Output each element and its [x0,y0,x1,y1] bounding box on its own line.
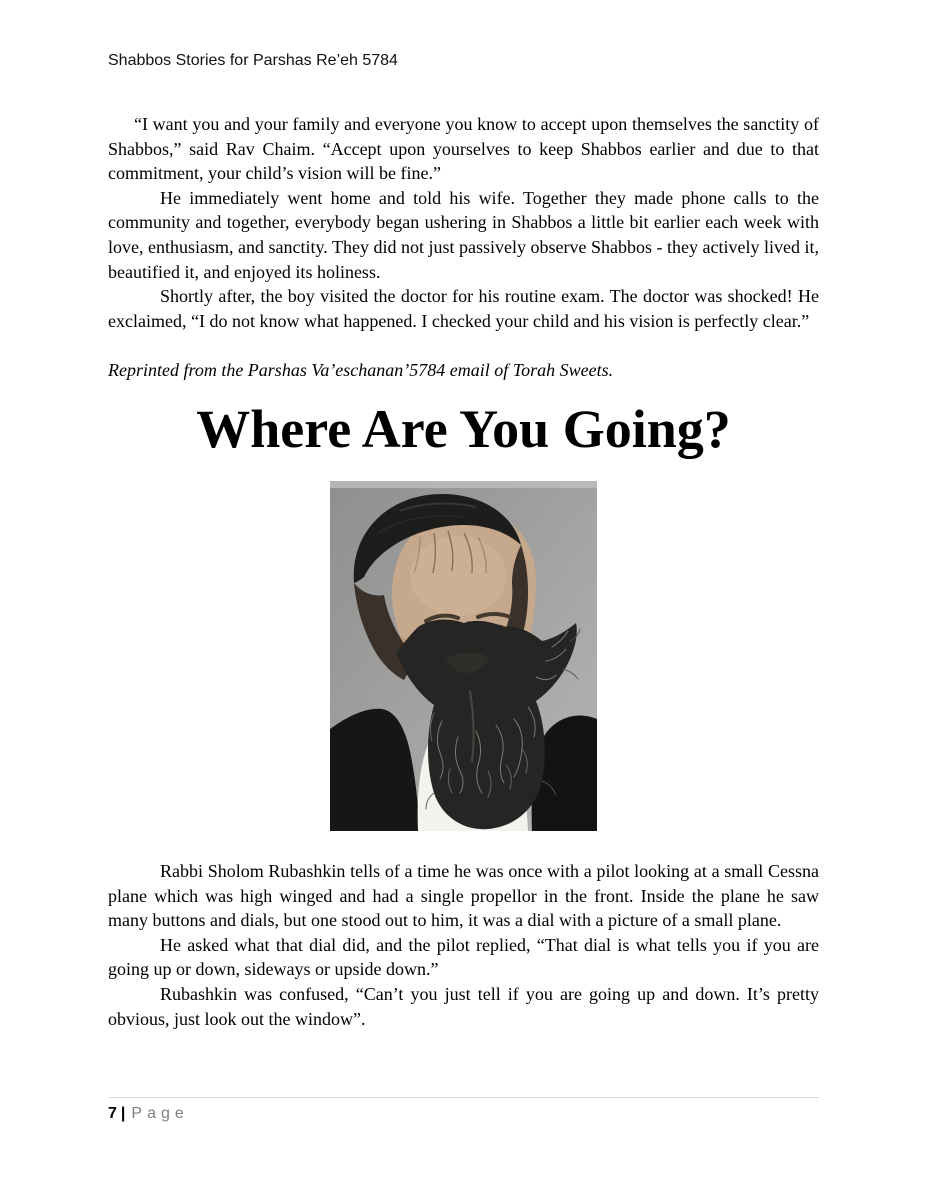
story-section-2 [108,859,819,1031]
section-heading: Where Are You Going? [196,398,731,459]
story-paragraph: Shortly after, the boy visited the doctor for his routine exam. The doctor was shocked! He exclaimed, “I do not know what happened. I checked your child and his vision is perfectly clear.” [108,286,819,331]
story-paragraph: Rubashkin was confused, “Can’t you just tell if you are going up and down. It’s pretty obvious, just look out the window”. [108,983,819,1029]
portrait-photo [330,481,597,831]
page-header-title: Shabbos Stories for Parshas Re’eh 5784 [108,52,398,69]
page-number: 7 [108,1105,117,1122]
footer-page-label: Page [131,1105,189,1122]
page-footer [108,1097,819,1124]
story-paragraph: He asked what that dial did, and the pilot replied, “That dial is what tells you if you are going up or down, sideways or upside down.” [108,934,819,980]
story-paragraph: He immediately went home and told his wife. Together they made phone calls to the community and together, everybody began ushering in Shabbos a little bit earlier each week with love, enthusiasm, and sanctity. They did not just passively observe Shabbos - they actively lived it, beautified it, and enjoyed its holiness. [108,187,819,282]
story-paragraph: “I want you and your family and everyone you know to accept upon themselves the sanctity of Shabbos,” said Rav Chaim. “Accept upon yourselves to keep Shabbos earlier and due to that commitment, your child’s vision will be fine.” [108,114,819,184]
footer-separator: | [120,1105,126,1122]
attribution-line: Reprinted from the Parshas Va’eschanan’5784 email of Torah Sweets. [108,360,614,381]
story-section-1 [108,112,819,333]
story-paragraph: Rabbi Sholom Rubashkin tells of a time he was once with a pilot looking at a small Cessna plane which was high winged and had a single propellor in the front. Inside the plane he saw many buttons and dials, but one stood out to him, it was a dial with a picture of a small plane. [108,860,819,931]
